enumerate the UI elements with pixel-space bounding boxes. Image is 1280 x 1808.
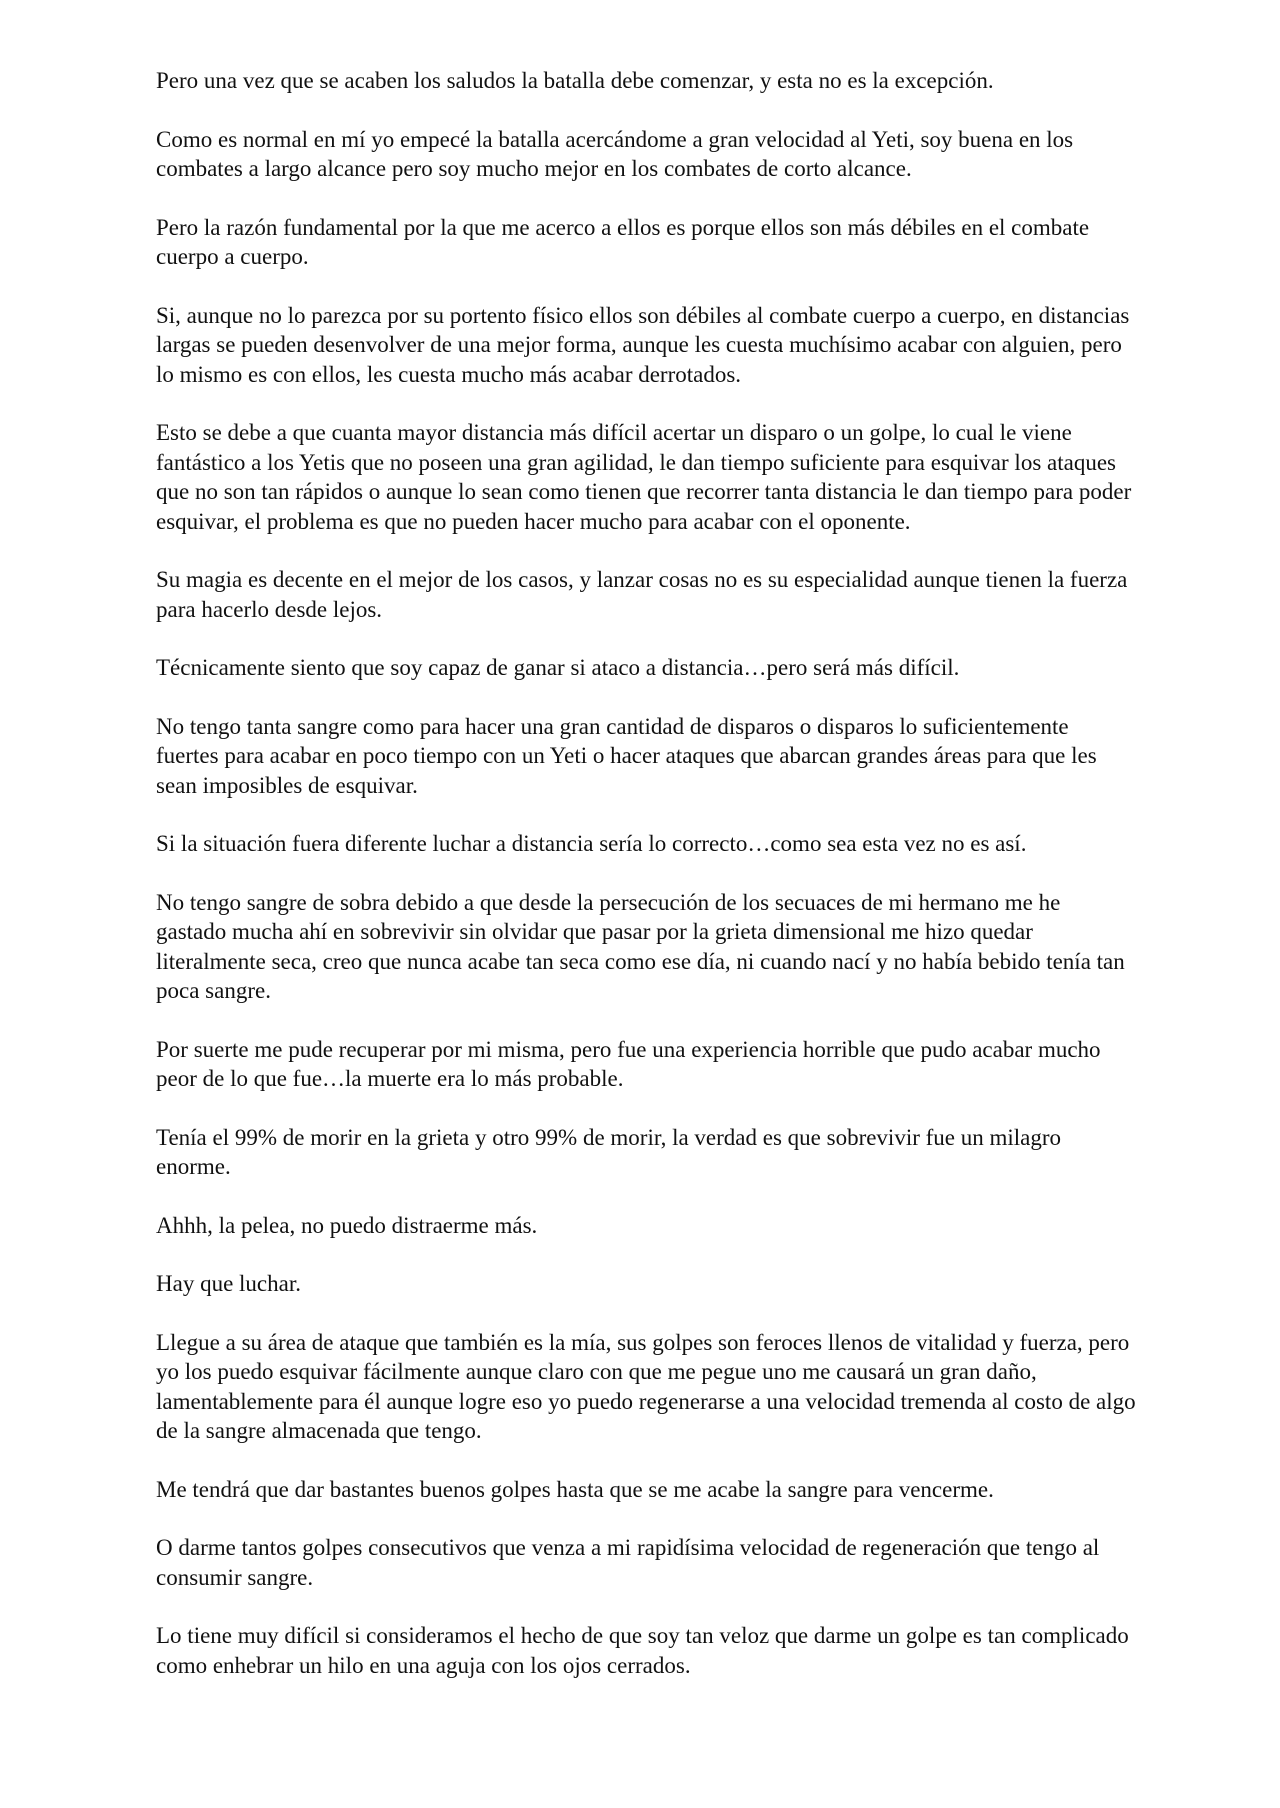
paragraph: Técnicamente siento que soy capaz de ganar si ataco a distancia…pero será más difícil. — [156, 655, 960, 680]
paragraph: Llegue a su área de ataque que también es la mía, sus golpes son feroces llenos de vitalidad y fuerza, pero yo los puedo esquivar fácilmente aunque claro con que me pegue uno me causará un gran daño, lamentablemente para él aunque logre eso yo puedo regenerarse a una velocidad tremenda al costo de algo de la sangre almacenada que tengo. — [156, 1329, 1136, 1443]
paragraph: Como es normal en mí yo empecé la batalla acercándome a gran velocidad al Yeti, soy buena en los combates a largo alcance pero soy mucho mejor en los combates de corto alcance. — [156, 126, 1074, 181]
paragraph: Su magia es decente en el mejor de los casos, y lanzar cosas no es su especialidad aunque tienen la fuerza para hacerlo desde lejos. — [156, 567, 1128, 622]
paragraph: Lo tiene muy difícil si consideramos el hecho de que soy tan veloz que darme un golpe es tan complicado como enhebrar un hilo en una aguja con los ojos cerrados. — [156, 1623, 1129, 1678]
paragraph: Si, aunque no lo parezca por su portento físico ellos son débiles al combate cuerpo a cuerpo, en distancias largas se pueden desenvolver de una mejor forma, aunque les cuesta muchísimo acabar con alguien, pero lo mismo es con ellos, les cuesta mucho más acabar derrotados. — [156, 302, 1130, 387]
paragraph: Por suerte me pude recuperar por mi misma, pero fue una experiencia horrible que pudo acabar mucho peor de lo que fue…la muerte era lo más probable. — [156, 1036, 1101, 1091]
paragraph: Esto se debe a que cuanta mayor distancia más difícil acertar un disparo o un golpe, lo cual le viene fantástico a los Yetis que no poseen una gran agilidad, le dan tiempo suficiente para esquivar los ataques que no son tan rápidos o aunque lo sean como tienen que recorrer tanta distancia le dan tiempo para poder esquivar, el problema es que no pueden hacer mucho para acabar con el oponente. — [156, 420, 1132, 534]
paragraph: Me tendrá que dar bastantes buenos golpes hasta que se me acabe la sangre para vencerme. — [156, 1476, 994, 1502]
paragraph: Pero una vez que se acaben los saludos la batalla debe comenzar, y esta no es la excepción. — [156, 68, 994, 93]
document-body — [156, 66, 1136, 1709]
paragraph: Tenía el 99% de morir en la grieta y otro 99% de morir, la verdad es que sobrevivir fue un milagro enorme. — [156, 1124, 1062, 1179]
paragraph: Pero la razón fundamental por la que me acerco a ellos es porque ellos son más débiles en el combate cuerpo a cuerpo. — [156, 214, 1090, 269]
paragraph: Hay que luchar. — [156, 1271, 301, 1296]
paragraph: Ahhh, la pelea, no puedo distraerme más. — [156, 1212, 538, 1238]
paragraph: Si la situación fuera diferente luchar a distancia sería lo correcto…como sea esta vez no es así. — [156, 831, 1027, 856]
paragraph: O darme tantos golpes consecutivos que venza a mi rapidísima velocidad de regeneración que tengo al consumir sangre. — [156, 1535, 1100, 1590]
paragraph: No tengo tanta sangre como para hacer una gran cantidad de disparos o disparos lo suficientemente fuertes para acabar en poco tiempo con un Yeti o hacer ataques que abarcan grandes áreas para que les sean imposibles de esquivar. — [156, 713, 1097, 798]
paragraph: No tengo sangre de sobra debido a que desde la persecución de los secuaces de mi hermano me he gastado mucha ahí en sobrevivir sin olvidar que pasar por la grieta dimensional me hizo quedar literalmente seca, creo que nunca acabe tan seca como ese día, ni cuando nací y no había bebido tenía tan poca sangre. — [156, 889, 1125, 1003]
